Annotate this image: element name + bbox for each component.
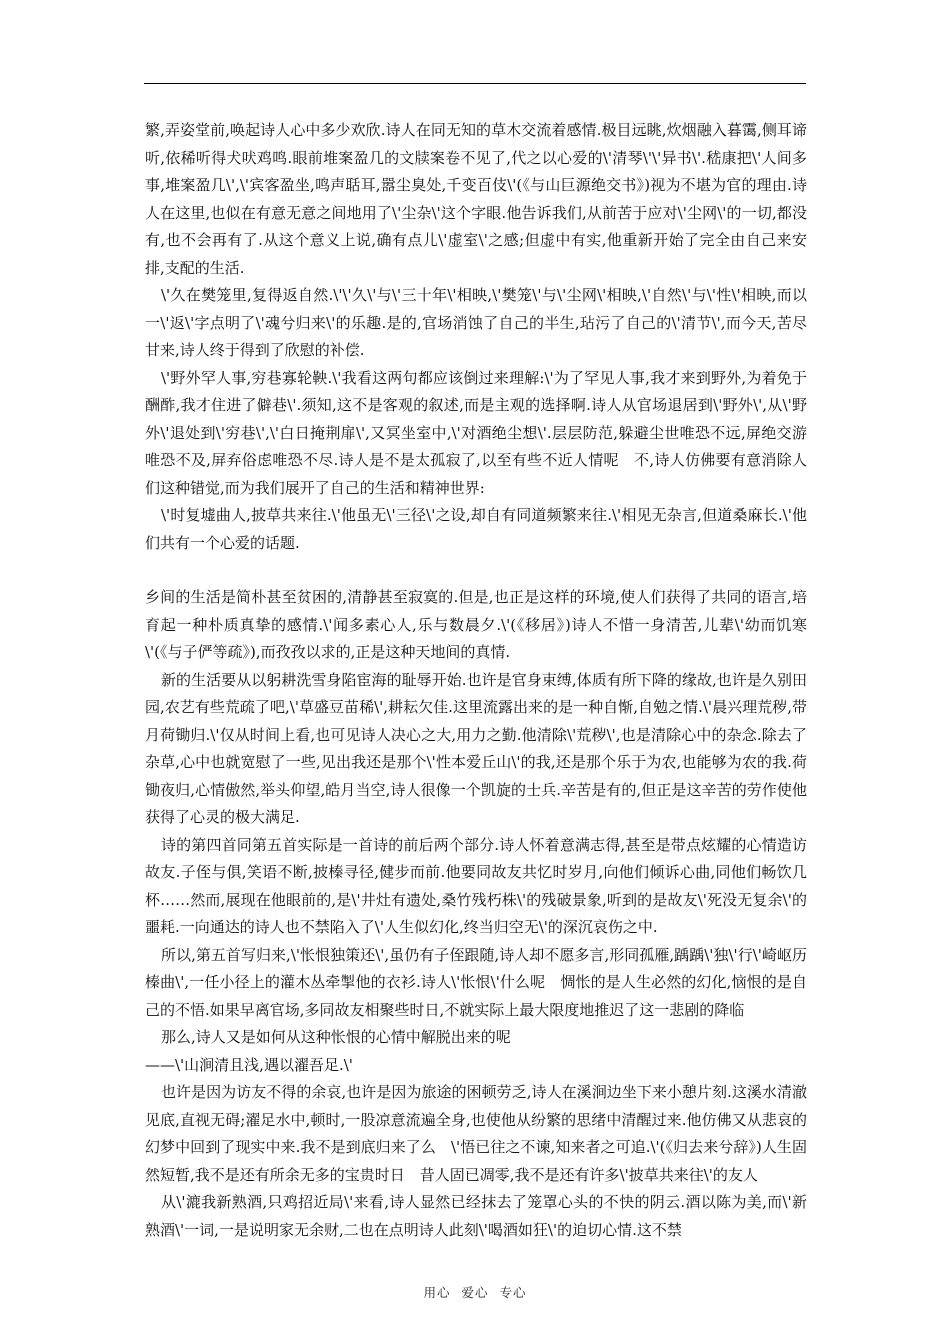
paragraph: ——\'山涧清且浅,遇以濯吾足.\': [145, 1055, 353, 1074]
paragraph: 诗的第四首同第五首实际是一首诗的前后两个部分.诗人怀着意满志得,甚至是带点炫耀的心情造访故友.子侄与俱,笑语不断,披榛寻径,健步而前.他要同故友共忆时岁月,向他们倾诉心曲,同他们畅饮几杯……然而,展现在他眼前的,是\'井灶有遗处,桑竹残朽株\'的残破景象,听到的是故友\'死没无复余\'的噩耗.一向通达的诗人也不禁陷入了\'人生似幻化,终当归空无\'的深沉哀伤之中.: [145, 835, 807, 936]
paragraph: 从\'漉我新熟酒,只鸡招近局\'来看,诗人显然已经抹去了笼罩心头的不快的阴云.酒以陈为美,而\'新熟酒\'一词,一是说明家无余财,二也在点明诗人此刻\'喝酒如狂\'的迫切心情.这不禁: [145, 1193, 807, 1239]
body-text: [145, 117, 807, 1244]
paragraph: 繁,弄姿堂前,唤起诗人心中多少欢欣.诗人在同无知的草木交流着感情.极目远眺,炊烟融入暮霭,侧耳谛听,依稀听得犬吠鸡鸣.眼前堆案盈几的文牍案卷不见了,代之以心爱的\'清琴\'\'异书\'.嵇康把\'人间多事,堆案盈几\',\'宾客盈坐,鸣声聒耳,嚣尘臭处,千变百伎\'(《与山巨源绝交书》)视为不堪为官的理由.诗人在这里,也似在有意无意之间地用了\'尘杂\'这个字眼.他告诉我们,从前苦于应对\'尘网\'的一切,都没有,也不会再有了.从这个意义上说,确有点儿\'虚室\'之感;但虚中有实,他重新开始了完全由自己来安排,支配的生活.: [145, 121, 807, 277]
page-footer: 用心 爱心 专心: [423, 1285, 527, 1300]
paragraph: \'野外罕人事,穷巷寡轮鞅.\'我看这两句都应该倒过来理解:\'为了罕见人事,我才来到野外,为着免于酬酢,我才住进了僻巷\'.须知,这不是客观的叙述,而是主观的选择啊.诗人从官场退居到\'野外\',从\'野外\'退处到\'穷巷\',\'白日掩荆扉\',又冥坐室中,\'对酒绝尘想\'.层层防范,躲避尘世唯恐不远,屏绝交游唯恐不及,屏弃俗虑唯恐不尽.诗人是不是太孤寂了,以至有些不近人情呢 不,诗人仿佛要有意消除人们这种错觉,而为我们展开了自己的生活和精神世界:: [145, 368, 807, 497]
paragraph: 乡间的生活是简朴甚至贫困的,清静甚至寂寞的.但是,也正是这样的环境,使人们获得了共同的语言,培育起一种朴质真挚的感情.\'闻多素心人,乐与数晨夕.\'(《移居》)诗人不惜一身清苦,儿辈\'幼而饥寒\'(《与子俨等疏》),而孜孜以求的,正是这种天地间的真情.: [145, 588, 807, 661]
paragraph: 所以,第五首写归来,\'怅恨独策还\',虽仍有子侄跟随,诗人却不愿多言,形同孤雁,踽踽\'独\'行\'崎岖历榛曲\',一任小径上的灌木丛牵掣他的衣衫.诗人\'怅恨\'什么呢 惆怅的是人生必然的幻化,恼恨的是自己的不悟.如果早离官场,多同故友相聚些时日,不就实际上最大限度地推迟了这一悲剧的降临: [145, 945, 807, 1019]
paragraph: 那么,诗人又是如何从这种怅恨的心情中解脱出来的呢: [161, 1028, 511, 1046]
paragraph: \'时复墟曲人,披草共来往.\'他虽无\'三径\'之设,却自有同道频繁来往.\'相见无杂言,但道桑麻长.\'他们共有一个心爱的话题.: [145, 506, 807, 552]
header-rule: [144, 83, 806, 84]
paragraph: 也许是因为访友不得的余哀,也许是因为旅途的困顿劳乏,诗人在溪涧边坐下来小憩片刻.这溪水清澈见底,直视无碍;濯足水中,顿时,一股凉意流遍全身,也使他从纷繁的思绪中清醒过来.他仿佛又从悲哀的幻梦中回到了现实中来.我不是到底归来了么 \'悟已往之不谏,知来者之可追.\'(《归去来兮辞》)人生固然短暂,我不是还有所余无多的宝贵时日 昔人固已凋零,我不是还有许多\'披草共来往\'的友人: [145, 1083, 807, 1184]
paragraph: \'久在樊笼里,复得返自然.\'\'久\'与\'三十年\'相映,\'樊笼\'与\'尘网\'相映,\'自然\'与\'性\'相映,而以一\'返\'字点明了\'魂兮归来\'的乐趣.是的,官场消蚀了自己的半生,玷污了自己的\'清节\',而今天,苦尽甘来,诗人终于得到了欣慰的补偿.: [145, 286, 807, 359]
paragraph: 新的生活要从以躬耕洗雪身陷宦海的耻辱开始.也许是官身束缚,体质有所下降的缘故,也许是久别田园,农艺有些荒疏了吧,\'草盛豆苗稀\',耕耘欠佳.这里流露出来的是一种自惭,自勉之情.\'晨兴理荒秽,带月荷锄归.\'仅从时间上看,也可见诗人决心之大,用力之勤.他清除\'荒秽\',也是清除心中的杂念.除去了杂草,心中也就宽慰了一些,见出我还是那个\'性本爱丘山\'的我,还是那个乐于为农,也能够为农的我.荷锄夜归,心情傲然,举头仰望,皓月当空,诗人很像一个凯旋的士兵.辛苦是有的,但正是这辛苦的劳作使他获得了心灵的极大满足.: [145, 670, 807, 826]
